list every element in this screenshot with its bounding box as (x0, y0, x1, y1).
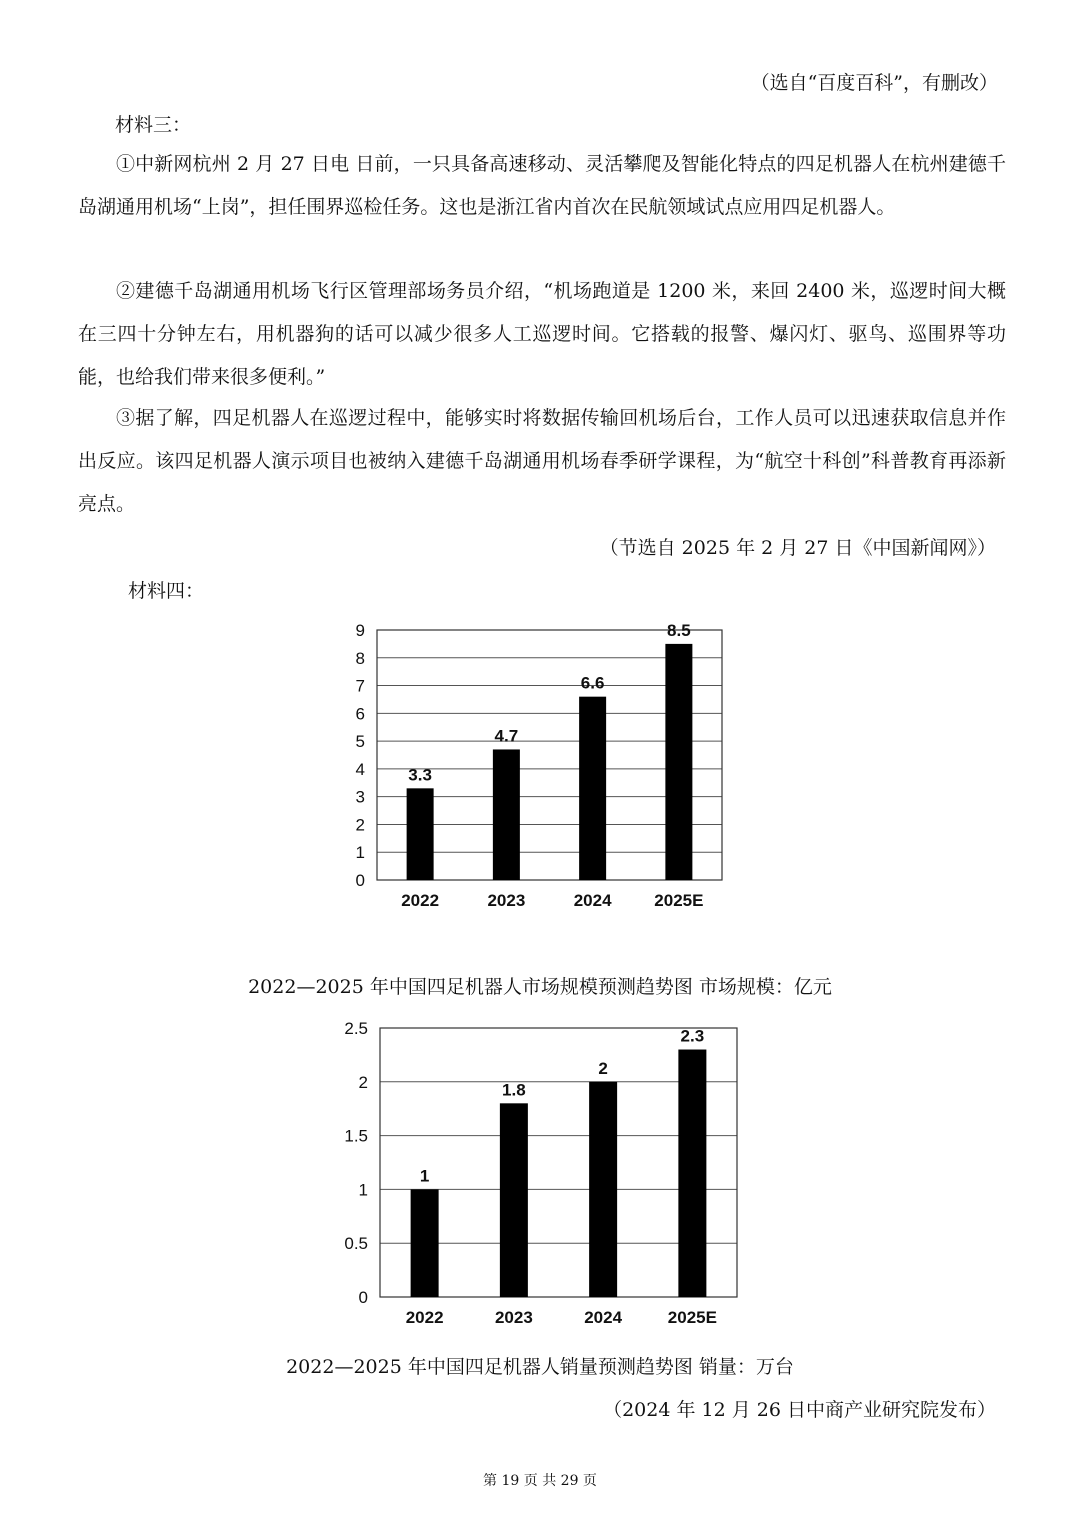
data-label: 2 (598, 1058, 608, 1078)
bar-2023 (493, 749, 520, 880)
material4-heading: 材料四： (128, 580, 205, 602)
y-tick-label: 8 (355, 648, 365, 668)
y-tick-label: 5 (355, 732, 365, 752)
x-tick-label: 2024 (573, 891, 612, 910)
y-tick-label: 3 (355, 787, 365, 807)
market-size-chart-svg (0, 615, 1080, 915)
sales-volume-chart-svg (0, 1012, 1080, 1337)
bar-2025E (678, 1050, 706, 1297)
data-label: 1.8 (502, 1080, 526, 1100)
y-tick-label: 9 (355, 621, 365, 640)
data-label: 1 (419, 1166, 430, 1186)
y-tick-label: 1.5 (344, 1126, 368, 1146)
page-footer: 第 19 页 共 29 页 (483, 1473, 597, 1489)
data-label: 6.6 (580, 673, 605, 693)
material3-paragraph-2: ②建德千岛湖通用机场飞行区管理部场务员介绍，“机场跑道是 1200 米，来回 2400 米，巡逻时间大概在三四十分钟左右，用机器狗的话可以减少很多人工巡逻时间。它搭载的报警、爆闪灯、驱鸟、巡围界等功能，也给我们带来很多便利。” (78, 280, 1006, 388)
bar-2024 (589, 1082, 617, 1297)
y-tick-label: 7 (355, 676, 365, 696)
x-tick-label: 2022 (401, 891, 440, 910)
y-tick-label: 2 (355, 815, 365, 835)
bar-2022 (411, 1189, 439, 1297)
bar-2025E (665, 644, 692, 880)
y-tick-label: 0 (355, 871, 365, 890)
data-label: 8.5 (667, 620, 691, 640)
market-size-chart-title: 2022—2025 年中国四足机器人市场规模预测趋势图 市场规模：亿元 (248, 976, 832, 998)
material3-source: （节选自 2025 年 2 月 27 日《中国新闻网》） (599, 537, 996, 559)
y-tick-label: 6 (355, 704, 365, 724)
sales-volume-chart-title: 2022—2025 年中国四足机器人销量预测趋势图 销量：万台 (286, 1356, 794, 1378)
data-label: 2.3 (680, 1026, 705, 1046)
material3-heading: 材料三： (115, 114, 192, 136)
y-tick-label: 1 (355, 843, 365, 863)
x-tick-label: 2025E (667, 1308, 717, 1327)
y-tick-label: 0.5 (344, 1234, 368, 1254)
x-tick-label: 2024 (584, 1308, 623, 1327)
source-note-top: （选自“百度百科”，有删改） (750, 72, 998, 94)
y-tick-label: 2.5 (344, 1019, 368, 1038)
bar-2023 (500, 1103, 528, 1297)
y-tick-label: 0 (358, 1288, 368, 1307)
x-tick-label: 2022 (405, 1308, 444, 1327)
x-tick-label: 2023 (494, 1308, 533, 1327)
x-tick-label: 2023 (487, 891, 526, 910)
data-label: 4.7 (494, 726, 519, 746)
material3-paragraph-3: ③据了解，四足机器人在巡逻过程中，能够实时将数据传输回机场后台，工作人员可以迅速获取信息并作出反应。该四足机器人演示项目也被纳入建德千岛湖通用机场春季研学课程，为“航空十科创”科普教育再添新亮点。 (78, 407, 1006, 515)
y-tick-label: 4 (355, 759, 365, 779)
x-tick-label: 2025E (654, 891, 704, 910)
data-label: 3.3 (408, 765, 432, 785)
y-tick-label: 1 (358, 1180, 368, 1200)
material3-paragraph-1: ①中新网杭州 2 月 27 日电 日前，一只具备高速移动、灵活攀爬及智能化特点的四足机器人在杭州建德千岛湖通用机场“上岗”，担任围界巡检任务。这也是浙江省内首次在民航领域试点应用四足机器人。 (78, 153, 1006, 218)
y-tick-label: 2 (358, 1072, 368, 1092)
bar-2024 (579, 697, 606, 880)
material4-source: （2024 年 12 月 26 日中商产业研究院发布） (603, 1399, 996, 1421)
sales-volume-chart (0, 1012, 1080, 1337)
bar-2022 (407, 788, 434, 880)
market-size-chart (0, 615, 1080, 915)
